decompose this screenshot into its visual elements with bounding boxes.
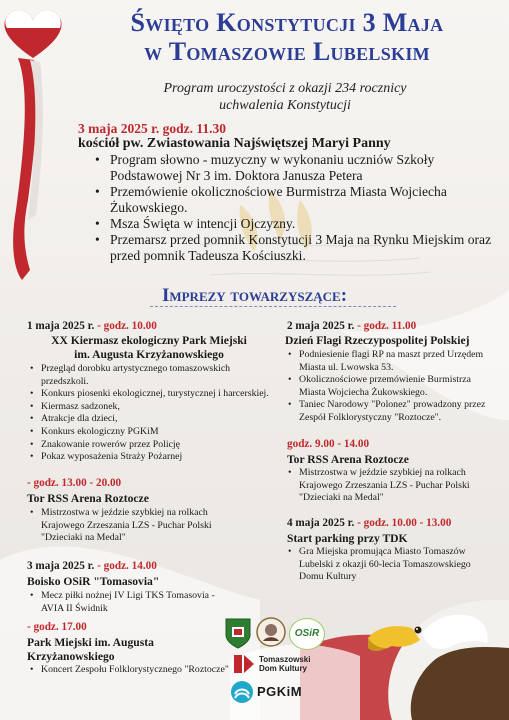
event-date: 2 maja 2025 r. — [287, 320, 355, 332]
section-divider — [150, 306, 396, 307]
event-time: godz. 10.00 — [103, 320, 157, 332]
main-event-date: 3 maja 2025 r. godz. 11.30 — [78, 121, 226, 136]
school-emblem-icon — [256, 617, 286, 647]
right-event-2-list — [288, 467, 488, 505]
list-item: • Koncert Zespołu Folklorystycznego "Roztocze" — [30, 664, 230, 677]
main-event-place: kościół pw. Zwiastowania Najświętszej Maryi Panny — [78, 136, 391, 151]
list-item: • Konkurs piosenki ekologicznej, turystycznej i harcerskiej. — [30, 388, 270, 401]
eagle-illustration — [362, 588, 509, 720]
right-event-2-place: Tor RSS Arena Roztocze — [287, 453, 409, 466]
left-event-2-place: Tor RSS Arena Roztocze — [27, 492, 149, 505]
tdk-logo-text: Tomaszowski Dom Kultury — [259, 655, 311, 673]
title-line-1: Święto Konstytucji 3 Maja — [130, 8, 444, 37]
osir-logo — [289, 618, 325, 650]
page-title — [70, 8, 504, 66]
tdk-logo-icon — [232, 653, 256, 675]
list-item: • Konkurs ekologiczny PGKiM — [30, 426, 270, 439]
event-date: 3 maja 2025 r. — [27, 560, 95, 572]
right-event-3-datetime: 4 maja 2025 r. - godz. 10.00 - 13.00 — [287, 517, 452, 529]
subtitle — [120, 80, 450, 114]
pgkim-logo-icon — [230, 680, 254, 704]
list-item: • Mistrzostwa w jeździe szybkiej na rolkach Krajowego Zrzeszania LZS - Puchar Polski "Dzieciaki na Medal" — [30, 507, 220, 545]
subtitle-line-1: Program uroczystości z okazji 234 rocznicy — [163, 81, 407, 96]
subtitle-line-2: uchwalenia Konstytucji — [219, 98, 351, 113]
list-item: • Okolicznościowe przemówienie Burmistrza Miasta Wojciecha Żukowskiego. — [288, 374, 493, 399]
left-event-4-time: - godz. 17.00 — [27, 621, 87, 633]
right-event-2-time: godz. 9.00 - 14.00 — [287, 438, 370, 450]
main-event-list — [94, 152, 504, 264]
right-event-1-datetime: 2 maja 2025 r. - godz. 11.00 — [287, 320, 417, 332]
event-time: godz. 10.00 - 13.00 — [363, 517, 452, 529]
list-item: • Program słowno - muzyczny w wykonaniu uczniów Szkoły Podstawowej Nr 3 im. Doktora Janusza Petera — [94, 152, 504, 184]
right-event-3-place: Start parking przy TDK — [287, 532, 408, 545]
list-item: • Przemówienie okolicznościowe Burmistrza Miasta Wojciecha Żukowskiego. — [94, 184, 504, 216]
title-line-2: w Tomaszowie Lubelskim — [144, 37, 430, 66]
list-item: • Mistrzostwa w jeździe szybkiej na rolkach Krajowego Zrzeszania LZS - Puchar Polski "Dzieciaki na Medal" — [288, 467, 488, 505]
right-event-1-place: Dzień Flagi Rzeczypospolitej Polskiej — [285, 334, 470, 347]
left-event-3-datetime: 3 maja 2025 r. - godz. 14.00 — [27, 560, 157, 572]
tomaszow-coat-of-arms-icon — [224, 617, 252, 649]
left-event-4-place: Park Miejski im. Augusta Krzyżanowskiego — [27, 636, 154, 663]
left-event-2-time: - godz. 13.00 - 20.00 — [27, 477, 122, 489]
event-date: 1 maja 2025 r. — [27, 320, 95, 332]
list-item: • Atrakcje dla dzieci, — [30, 413, 270, 426]
list-item: • Podniesienie flagi RP na maszt przed Urzędem Miasta ul. Lwowska 53. — [288, 349, 493, 374]
osir-logo-text: OSiR — [294, 628, 320, 639]
left-event-1-datetime: 1 maja 2025 r. - godz. 10.00 — [27, 320, 157, 332]
event-time: godz. 11.00 — [363, 320, 417, 332]
list-item: • Mecz piłki nożnej IV Ligi TKS Tomasovia - AVIA II Świdnik — [30, 590, 220, 615]
event-time: godz. 14.00 — [103, 560, 157, 572]
list-item: • Przegląd dorobku artystycznego tomaszowskich przedszkoli. — [30, 363, 270, 388]
event-date: 4 maja 2025 r. — [287, 517, 355, 529]
list-item: • Taniec Narodowy "Polonez" prowadzony przez Zespół Folklorystyczny "Roztocze". — [288, 399, 493, 424]
left-event-2-list — [30, 507, 220, 545]
section-title: Imprezy towarzyszące: — [161, 285, 348, 306]
left-event-1-place: XX Kiermasz ekologiczny Park Miejski im. Augusta Krzyżanowskiego — [51, 334, 247, 361]
left-event-1-list — [30, 363, 270, 464]
list-item: • Msza Święta w intencji Ojczyzny. — [94, 216, 504, 232]
list-item: • Znakowanie rowerów przez Policję — [30, 439, 270, 452]
list-item: • Gra Miejska promująca Miasto Tomaszów Lubelski z okazji 60-lecia Tomaszowskiego Domu Kultury — [288, 546, 488, 584]
left-event-4-list — [30, 664, 230, 677]
pgkim-logo-text: PGKiM — [257, 684, 303, 699]
left-event-3-list — [30, 590, 220, 615]
list-item: • Pokaz wyposażenia Straży Pożarnej — [30, 451, 270, 464]
right-event-3-list — [288, 546, 488, 584]
list-item: • Przemarsz przed pomnik Konstytucji 3 Maja na Rynku Miejskim oraz przed pomnik Tadeusza Kościuszki. — [94, 232, 504, 264]
left-event-3-place: Boisko OSiR "Tomasovia" — [27, 575, 160, 588]
list-item: • Kiermasz sadzonek, — [30, 401, 270, 414]
right-event-1-list — [288, 349, 493, 425]
